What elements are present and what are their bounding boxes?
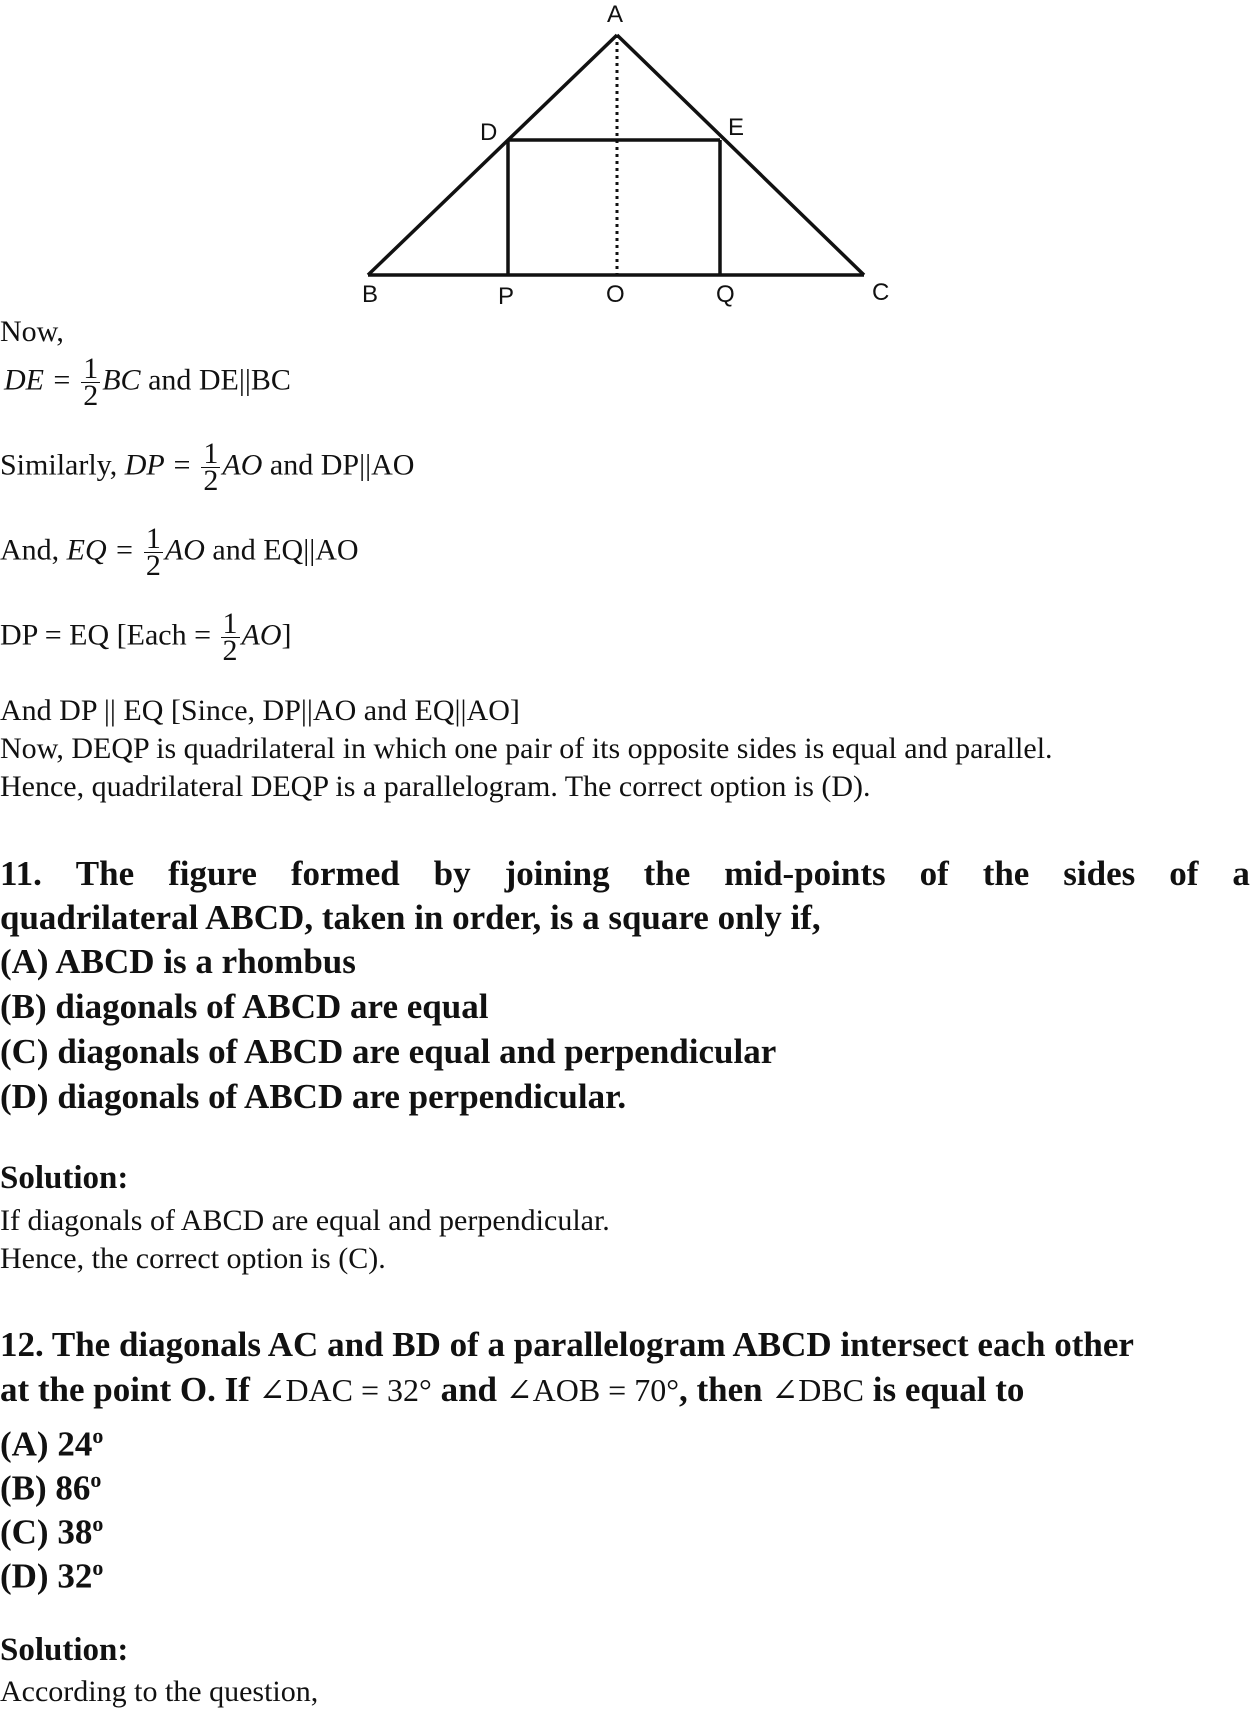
q12-text: , then (679, 1370, 763, 1409)
proof-line-conclusion: Hence, quadrilateral DEQP is a parallelogram. The correct option is (D). (0, 770, 871, 803)
q11-word: 11. (0, 854, 42, 893)
q11-word: sides (1063, 854, 1136, 893)
proof-line-de (4, 352, 291, 412)
label-a: A (607, 1, 624, 28)
fraction-numerator: 1 (222, 607, 238, 640)
q12-line2 (0, 1368, 1024, 1412)
q12-option-a: (A) 24$^o$ (0, 1423, 104, 1464)
eq-tail: and DE||BC (148, 363, 291, 397)
fraction-denominator: 2 (222, 634, 238, 667)
eq-tail: ] (281, 618, 292, 652)
eq-rhs: BC (102, 363, 141, 397)
proof-line-parallel: And DP || EQ [Since, DP||AO and EQ||AO] (0, 694, 520, 727)
eq-prefix: And, (0, 533, 60, 567)
fraction-denominator: 2 (83, 379, 99, 412)
q12-line1: 12. The diagonals AC and BD of a parallelogram ABCD intersect each other (0, 1325, 1134, 1364)
q11-word: joining (504, 854, 610, 893)
label-d: D (480, 119, 498, 146)
angle-dbc: ∠DBC (771, 1372, 864, 1408)
fraction-numerator: 1 (83, 352, 99, 385)
q11-option-c: (C) diagonals of ABCD are equal and perpendicular (0, 1032, 777, 1071)
proof-line-dp-eq (0, 607, 292, 667)
q11-word: the (982, 854, 1030, 893)
fraction (201, 437, 220, 497)
q11-option-a: (A) ABCD is a rhombus (0, 942, 356, 981)
q11-solution-heading: Solution: (0, 1160, 129, 1196)
q11-word: the (643, 854, 691, 893)
q12-solution-line: According to the question, (0, 1675, 319, 1708)
q11-word: of (919, 854, 949, 893)
eq-lhs: DP = (124, 448, 192, 482)
angle-aob: ∠AOB = 70° (505, 1372, 679, 1408)
fraction-numerator: 1 (203, 437, 219, 470)
side-ac (617, 35, 864, 275)
q11-word: formed (290, 854, 400, 893)
q12-solution-heading: Solution: (0, 1632, 129, 1668)
label-e: E (728, 114, 745, 141)
triangle-figure (0, 0, 1253, 320)
q11-line1 (0, 852, 1250, 896)
fraction-denominator: 2 (145, 549, 161, 582)
q11-word: figure (168, 854, 257, 893)
eq-tail: and DP||AO (269, 448, 415, 482)
fraction (81, 352, 100, 412)
q11-word: mid-points (724, 854, 886, 893)
q11-word: by (433, 854, 471, 893)
q11-option-d: (D) diagonals of ABCD are perpendicular. (0, 1077, 627, 1116)
label-c: C (872, 279, 890, 306)
fraction (221, 607, 240, 667)
label-p: P (498, 283, 515, 310)
q12-text: and (440, 1370, 498, 1409)
q12-option-c: (C) 38$^o$ (0, 1511, 104, 1552)
eq-tail: and EQ||AO (212, 533, 359, 567)
q11-solution-line: Hence, the correct option is (C). (0, 1242, 386, 1275)
fraction-denominator: 2 (203, 464, 219, 497)
q12-option-b: (B) 86$^o$ (0, 1467, 102, 1508)
q11-option-b: (B) diagonals of ABCD are equal (0, 987, 489, 1026)
angle-dac: ∠DAC = 32° (258, 1372, 432, 1408)
fraction-numerator: 1 (145, 522, 161, 555)
label-o: O (606, 281, 625, 308)
q11-word: a (1232, 854, 1250, 893)
label-q: Q (716, 281, 735, 308)
eq-rhs: AO (164, 533, 205, 567)
label-b: B (362, 281, 379, 308)
proof-line-dp (0, 437, 415, 497)
eq-lhs: DE = (4, 363, 72, 397)
q12-text: is equal to (872, 1370, 1025, 1409)
q11-word: The (75, 854, 135, 893)
proof-now: Now, (0, 315, 64, 348)
eq-rhs: AO (241, 618, 282, 652)
q12-text: at the point O. If (0, 1370, 250, 1409)
eq-prefix: Similarly, (0, 448, 118, 482)
eq-rhs: AO (222, 448, 263, 482)
q11-line2: quadrilateral ABCD, taken in order, is a square only if, (0, 898, 821, 937)
q11-word: of (1169, 854, 1199, 893)
eq-lhs: EQ = (66, 533, 135, 567)
proof-line-eq (0, 522, 359, 582)
side-ab (368, 35, 617, 275)
q11-solution-line: If diagonals of ABCD are equal and perpendicular. (0, 1204, 610, 1237)
q12-option-d: (D) 32$^o$ (0, 1555, 104, 1596)
fraction (144, 522, 163, 582)
proof-line-quadrilateral: Now, DEQP is quadrilateral in which one pair of its opposite sides is equal and parallel. (0, 732, 1053, 765)
eq-prefix: DP = EQ [Each = (0, 618, 212, 652)
